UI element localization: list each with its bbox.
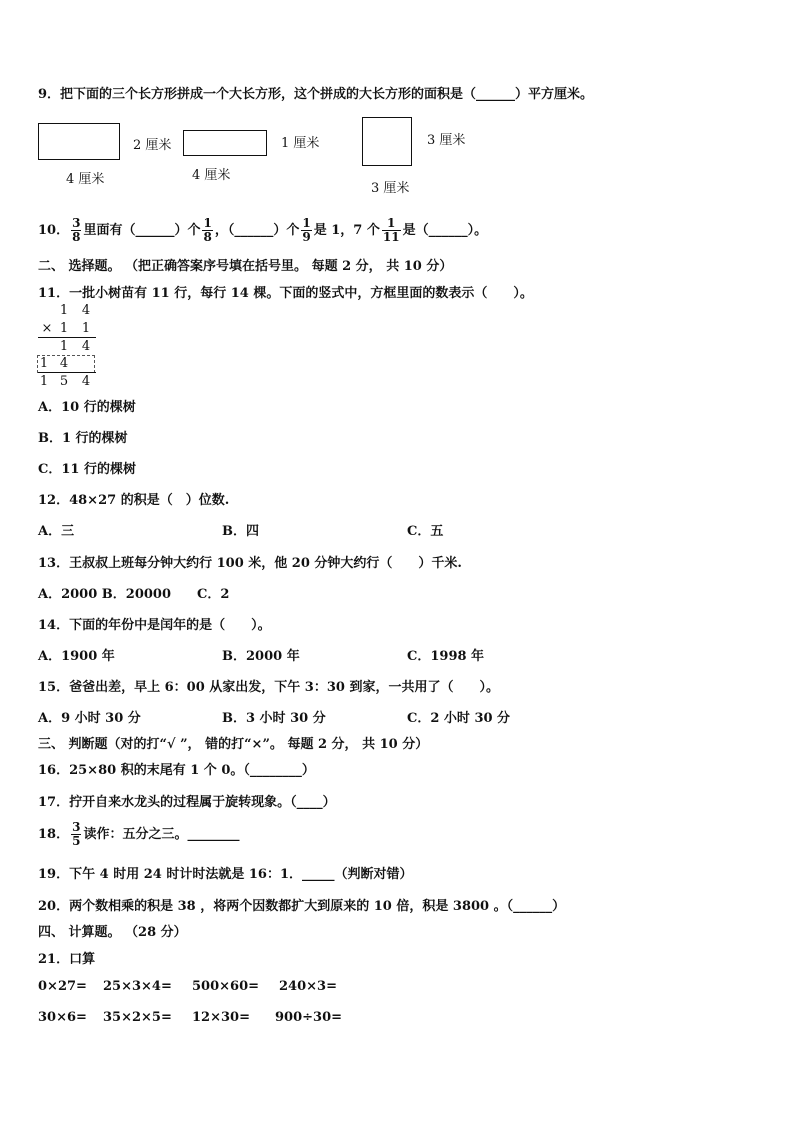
v-row3-d2: 4 (81, 339, 91, 354)
question-12-text: 12．48×27 的积是（ ）位数. (38, 493, 230, 508)
v-row3-d1: 1 (59, 339, 69, 354)
q12-option-b: B．四 (222, 524, 259, 539)
v-row2-d1: 1 (59, 321, 69, 336)
rect2-width-label: 4 厘米 (192, 168, 231, 183)
q10-number: 10． (38, 223, 70, 238)
q10-part2: 里面有（______）个 (83, 223, 201, 238)
q14-option-c: C．1998 年 (407, 649, 485, 664)
rectangle-2 (183, 130, 267, 156)
v-multiply-sign: × (41, 321, 53, 336)
q11-option-c: C．11 行的棵树 (38, 462, 136, 477)
rect1-width-label: 4 厘米 (66, 172, 105, 187)
calc-r2-c2: 35×2×5= (103, 1010, 172, 1025)
calc-r2-c4: 900÷30= (275, 1010, 343, 1025)
question-21-title: 21．口算 (38, 952, 96, 967)
section-3-heading: 三、 判断题（对的打“√ ”， 错的打“×”。 每题 2 分， 共 10 分） (38, 737, 429, 752)
calc-r1-c3: 500×60= (192, 979, 260, 994)
calc-r1-c2: 25×3×4= (103, 979, 172, 994)
v-row1-d1: 1 (59, 303, 69, 318)
q15-option-b: B．3 小时 30 分 (222, 711, 326, 726)
fraction-3-5: $\frac{3}{5}$ (72, 820, 81, 848)
section-2-heading: 二、 选择题。 （把正确答案序号填在括号里。 每题 2 分， 共 10 分） (38, 259, 453, 274)
question-15-text: 15．爸爸出差，早上 6：00 从家出发，下午 3：30 到家，一共用了（ ）。 (38, 680, 499, 695)
q12-option-a: A．三 (38, 524, 75, 539)
q10-part4: 是 1，7 个 (313, 223, 380, 238)
fraction-1-8: $\frac{1}{8}$ (203, 216, 212, 244)
v-line-1 (38, 337, 96, 338)
question-14-text: 14．下面的年份中是闰年的是（ ）。 (38, 618, 271, 633)
q11-option-a: A．10 行的棵树 (38, 400, 136, 415)
q10-part3: ，（______）个 (214, 223, 300, 238)
v-line-2 (38, 372, 96, 373)
rect3-width-label: 3 厘米 (371, 181, 410, 196)
section-4-heading: 四、 计算题。 （28 分） (38, 925, 187, 940)
v-row1-d2: 4 (81, 303, 91, 318)
q13-options: A．2000 B．20000 C．2 (38, 587, 230, 602)
fraction-3-8: $\frac{3}{8}$ (72, 216, 81, 244)
q12-option-c: C．五 (407, 524, 444, 539)
question-13-text: 13．王叔叔上班每分钟大约行 100 米，他 20 分钟大约行（ ）千米. (38, 556, 462, 571)
rect1-height-label: 2 厘米 (133, 138, 172, 153)
q15-option-c: C．2 小时 30 分 (407, 711, 511, 726)
question-19: 19．下午 4 时用 24 时计时法就是 16：1．_____（判断对错） (38, 867, 413, 882)
question-11-text: 11．一批小树苗有 11 行，每行 14 棵。下面的竖式中，方框里面的数表示（ ）。 (38, 286, 533, 301)
calc-r1-c4: 240×3= (279, 979, 337, 994)
q14-option-b: B．2000 年 (222, 649, 300, 664)
q18-text: 读作：五分之三。________ (83, 827, 240, 842)
rectangle-1 (38, 123, 120, 160)
v-row5-d1: 1 (39, 374, 49, 389)
fraction-1-11: $\frac{1}{11}$ (382, 216, 400, 244)
v-row5-d2: 5 (59, 374, 69, 389)
q10-part5: 是（______）。 (402, 223, 488, 238)
q14-option-a: A．1900 年 (38, 649, 115, 664)
q18-number: 18． (38, 827, 70, 842)
calc-r2-c1: 30×6= (38, 1010, 87, 1025)
fraction-1-9: $\frac{1}{9}$ (302, 216, 311, 244)
rect3-height-label: 3 厘米 (427, 133, 466, 148)
v-row5-d3: 4 (81, 374, 91, 389)
question-18 (38, 817, 239, 853)
v-row4-d2: 4 (59, 356, 69, 371)
calc-r1-c1: 0×27= (38, 979, 87, 994)
question-20: 20．两个数相乘的积是 38 ，将两个因数都扩大到原来的 10 倍，积是 3800 。（______） (38, 899, 566, 914)
question-17: 17．拧开自来水龙头的过程属于旋转现象。（____） (38, 795, 336, 810)
question-16: 16．25×80 积的末尾有 1 个 0。（________） (38, 763, 315, 778)
rect2-height-label: 1 厘米 (281, 136, 320, 151)
square-3 (362, 117, 412, 166)
question-9-text: 9．把下面的三个长方形拼成一个大长方形，这个拼成的大长方形的面积是（______）平方厘米。 (38, 87, 594, 102)
calc-r2-c3: 12×30= (192, 1010, 250, 1025)
v-row4-d1: 1 (39, 356, 49, 371)
q11-option-b: B．1 行的棵树 (38, 431, 128, 446)
q15-option-a: A．9 小时 30 分 (38, 711, 141, 726)
v-row2-d2: 1 (81, 321, 91, 336)
question-10 (38, 214, 487, 248)
